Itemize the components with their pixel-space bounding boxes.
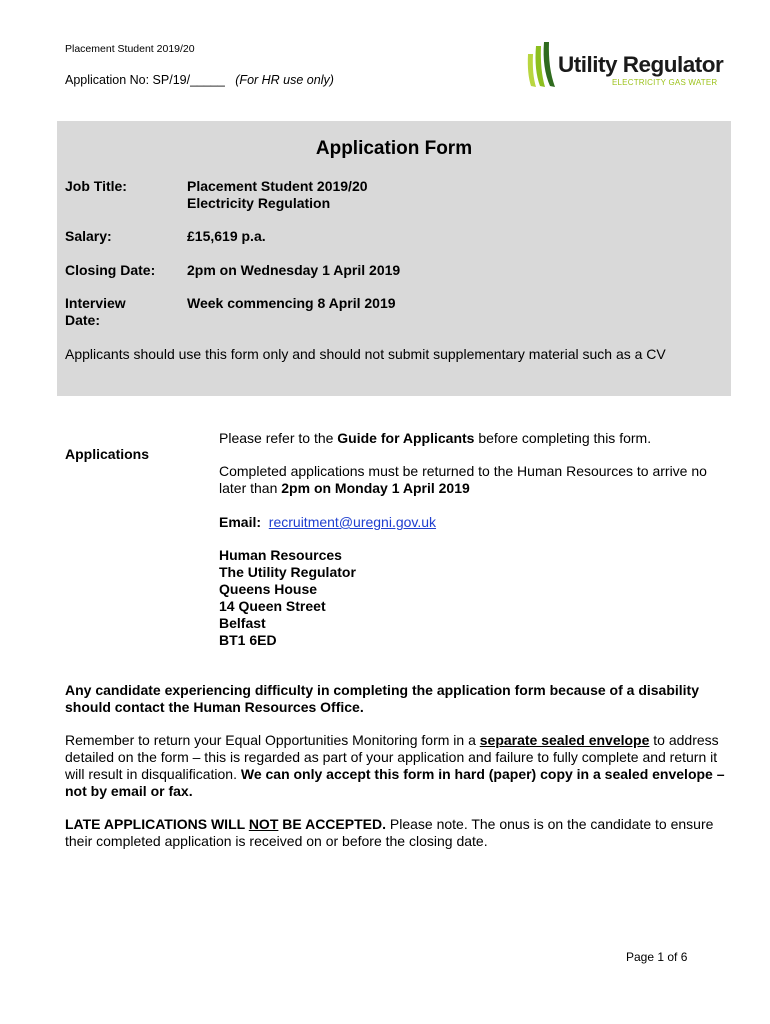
separate-sealed-envelope: separate sealed envelope bbox=[479, 732, 650, 748]
late-applications-note bbox=[65, 816, 730, 850]
closing-date-label: Closing Date: bbox=[65, 262, 156, 278]
applications-heading: Applications bbox=[65, 446, 150, 462]
interview-label-line-2: Date: bbox=[65, 312, 101, 328]
address-line: The Utility Regulator bbox=[219, 564, 356, 580]
job-title-label: Job Title: bbox=[65, 178, 127, 194]
email-row bbox=[219, 514, 436, 531]
return-instructions bbox=[219, 463, 709, 497]
reminder-middle: to address detailed on the form – this is regarded as part of your application and failure to fully complete and return it will result in disqualification. bbox=[65, 732, 719, 782]
return-text: Completed applications must be returned to the Human Resources to arrive no later than bbox=[219, 463, 707, 496]
postal-address bbox=[219, 547, 356, 649]
logo-subtitle: ELECTRICITY GAS WATER bbox=[612, 78, 718, 87]
salary-label: Salary: bbox=[65, 228, 112, 244]
late-not: NOT bbox=[248, 816, 279, 832]
guide-reference bbox=[219, 430, 719, 447]
job-title-line-2: Electricity Regulation bbox=[187, 195, 331, 211]
address-line: 14 Queen Street bbox=[219, 598, 326, 614]
late-rest: Please note. The onus is on the candidate to ensure their completed application is received on or before the closing date. bbox=[65, 816, 714, 849]
application-no-label: Application No: SP/19/_____ bbox=[65, 73, 225, 87]
interview-label-line-1: Interview bbox=[65, 295, 126, 311]
email-link[interactable]: recruitment@uregni.gov.uk bbox=[268, 514, 437, 530]
address-line: Human Resources bbox=[219, 547, 342, 563]
reminder-prefix: Remember to return your Equal Opportunities Monitoring form in a bbox=[65, 732, 480, 748]
address-line: BT1 6ED bbox=[219, 632, 277, 648]
disability-note: Any candidate experiencing difficulty in completing the application form because of a disability should contact the Human Resources Office. bbox=[65, 682, 700, 715]
application-number bbox=[65, 73, 334, 87]
logo-title: Utility Regulator bbox=[558, 52, 724, 77]
email-label: Email: bbox=[219, 514, 262, 530]
header-doc-title: Placement Student 2019/20 bbox=[65, 43, 195, 55]
return-deadline: 2pm on Monday 1 April 2019 bbox=[281, 480, 470, 496]
interview-date-label bbox=[65, 295, 126, 329]
reminder-hard-copy-note: We can only accept this form in hard (paper) copy in a sealed envelope – not by email or fax. bbox=[65, 766, 725, 799]
job-title-line-1: Placement Student 2019/20 bbox=[187, 178, 368, 194]
late-bold-2: BE ACCEPTED. bbox=[278, 816, 386, 832]
guide-ref-suffix: before completing this form. bbox=[474, 430, 652, 446]
form-usage-note: Applicants should use this form only and should not submit supplementary material such as a CV bbox=[65, 346, 666, 362]
equal-opportunities-reminder bbox=[65, 732, 730, 800]
form-title: Application Form bbox=[315, 138, 473, 159]
guide-ref-prefix: Please refer to the bbox=[219, 430, 338, 446]
logo-mark-icon bbox=[524, 40, 560, 90]
page-number: Page 1 of 6 bbox=[626, 950, 688, 964]
hr-use-note: (For HR use only) bbox=[235, 73, 334, 87]
utility-regulator-logo bbox=[524, 40, 724, 92]
address-line: Queens House bbox=[219, 581, 318, 597]
job-title-value bbox=[187, 178, 368, 212]
interview-date-value: Week commencing 8 April 2019 bbox=[187, 295, 396, 311]
closing-date-value: 2pm on Wednesday 1 April 2019 bbox=[187, 262, 401, 278]
guide-for-applicants: Guide for Applicants bbox=[337, 430, 475, 446]
salary-value: £15,619 p.a. bbox=[187, 228, 266, 244]
late-bold-1: LATE APPLICATIONS WILL bbox=[65, 816, 249, 832]
address-line: Belfast bbox=[219, 615, 266, 631]
